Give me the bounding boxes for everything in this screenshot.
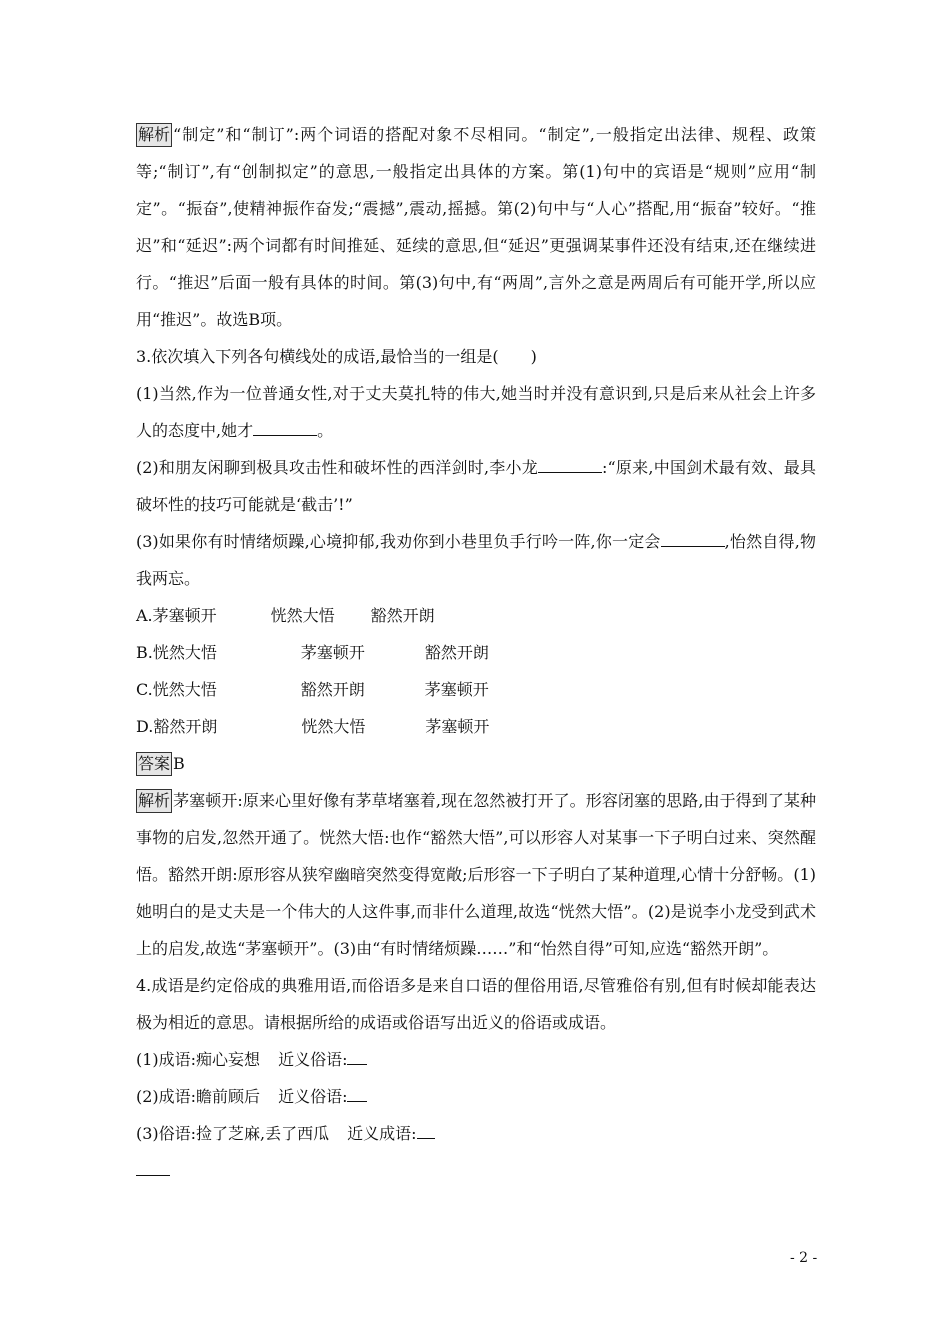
option-word: 恍然大悟 (270, 606, 335, 625)
q3-answer (136, 745, 816, 782)
analysis-tag: 解析 (136, 123, 172, 147)
option-word: 茅塞顿开 (424, 680, 489, 699)
option-c (136, 671, 816, 708)
q2-analysis-text: “制定”和“制订”:两个词语的搭配对象不尽相同。“制定”,一般指定出法律、规程、政策等;“制订”,有“创制拟定”的意思,一般指定出具体的方案。第(1)句中的宾语是“规则”应用“制定”。“振奋”,使精神振作奋发;“震撼”,震动,摇撼。第(2)句中与“人心”搭配,用“振奋”较好。“推迟”和“延迟”:两个词都有时间推延、延续的意思,但“延迟”更强调某事件还没有结束,还在继续进行。“推迟”后面一般有具体的时间。第(3)句中,有“两周”,言外之意是两周后有可能开学,所以应用“推迟”。故选B项。 (136, 125, 816, 329)
option-letter: C. (136, 680, 153, 699)
option-letter: A. (136, 606, 153, 625)
option-d (136, 708, 816, 745)
option-a (136, 597, 816, 634)
q4-item-label: 近义俗语: (278, 1050, 348, 1069)
q3-sentence-3 (136, 523, 816, 597)
q3-analysis-text: 茅塞顿开:原来心里好像有茅草堵塞着,现在忽然被打开了。形容闭塞的思路,由于得到了某种事物的启发,忽然开通了。恍然大悟:也作“豁然大悟”,可以形容人对某事一下子明白过来、突然醒悟。豁然开朗:原形容从狭窄幽暗突然变得宽敞;后形容一下子明白了某种道理,心情十分舒畅。(1)她明白的是丈夫是一个伟大的人这件事,而非什么道理,故选“恍然大悟”。(2)是说李小龙受到武术上的启发,故选“茅塞顿开”。(3)由“有时情绪烦躁……”和“怡然自得”可知,应选“豁然开朗”。 (136, 791, 816, 958)
q4-item-text: (1)成语:痴心妄想 (136, 1050, 261, 1069)
blank-line (347, 1083, 367, 1102)
q4-trailing-blank (136, 1152, 816, 1189)
q3-analysis (136, 782, 816, 967)
q3-stem: 3.依次填入下列各句横线处的成语,最恰当的一组是( ) (136, 347, 537, 366)
q4-item-3 (136, 1115, 816, 1152)
q4-item-text: (3)俗语:捡了芝麻,丢了西瓜 (136, 1124, 330, 1143)
option-letter: D. (136, 717, 154, 736)
blank-line (538, 454, 602, 473)
q3-s1-text: (1)当然,作为一位普通女性,对于丈夫莫扎特的伟大,她当时并没有意识到,只是后来从社会上许多人的态度中,她才 (136, 384, 816, 440)
page-content (136, 116, 816, 1189)
q2-analysis (136, 116, 816, 338)
option-word: 恍然大悟 (152, 680, 217, 699)
blank-line (417, 1120, 435, 1139)
q4-stem: 4.成语是约定俗成的典雅用语,而俗语多是来自口语的俚俗用语,尽管雅俗有别,但有时候却能表达极为相近的意思。请根据所给的成语或俗语写出近义的俗语或成语。 (136, 976, 816, 1032)
q3-s1-end: 。 (317, 421, 334, 440)
option-word: 恍然大悟 (301, 717, 366, 736)
analysis-tag: 解析 (136, 789, 172, 813)
option-word: 豁然开朗 (424, 643, 489, 662)
page-number: - 2 - (790, 1250, 818, 1266)
option-b (136, 634, 816, 671)
blank-line (347, 1046, 367, 1065)
option-word: 茅塞顿开 (152, 606, 217, 625)
answer-value: B (173, 754, 185, 773)
q4-item-2 (136, 1078, 816, 1115)
q3-s3-text: (3)如果你有时情绪烦躁,心境抑郁,我劝你到小巷里负手行吟一阵,你一定会 (136, 532, 661, 551)
option-word: 茅塞顿开 (300, 643, 365, 662)
q4-item-text: (2)成语:瞻前顾后 (136, 1087, 261, 1106)
q3-s3-end: ,怡然自得,物我两忘。 (136, 532, 816, 588)
option-word: 茅塞顿开 (425, 717, 490, 736)
option-word: 豁然开朗 (300, 680, 365, 699)
option-letter: B. (136, 643, 153, 662)
q4-item-label: 近义俗语: (278, 1087, 348, 1106)
q3-sentence-1 (136, 375, 816, 449)
q4-item-label: 近义成语: (347, 1124, 417, 1143)
answer-tag: 答案 (136, 752, 172, 776)
option-word: 恍然大悟 (152, 643, 217, 662)
option-word: 豁然开朗 (153, 717, 218, 736)
blank-line (661, 528, 725, 547)
q3-sentence-2 (136, 449, 816, 523)
blank-line (136, 1157, 170, 1176)
q4-item-1 (136, 1041, 816, 1078)
option-word: 豁然开朗 (370, 606, 435, 625)
q3-s2-end: :“原来,中国剑术最有效、最具破坏性的技巧可能就是‘截击’!” (136, 458, 816, 514)
q3-s2-text: (2)和朋友闲聊到极具攻击性和破坏性的西洋剑时,李小龙 (136, 458, 539, 477)
blank-line (253, 417, 317, 436)
